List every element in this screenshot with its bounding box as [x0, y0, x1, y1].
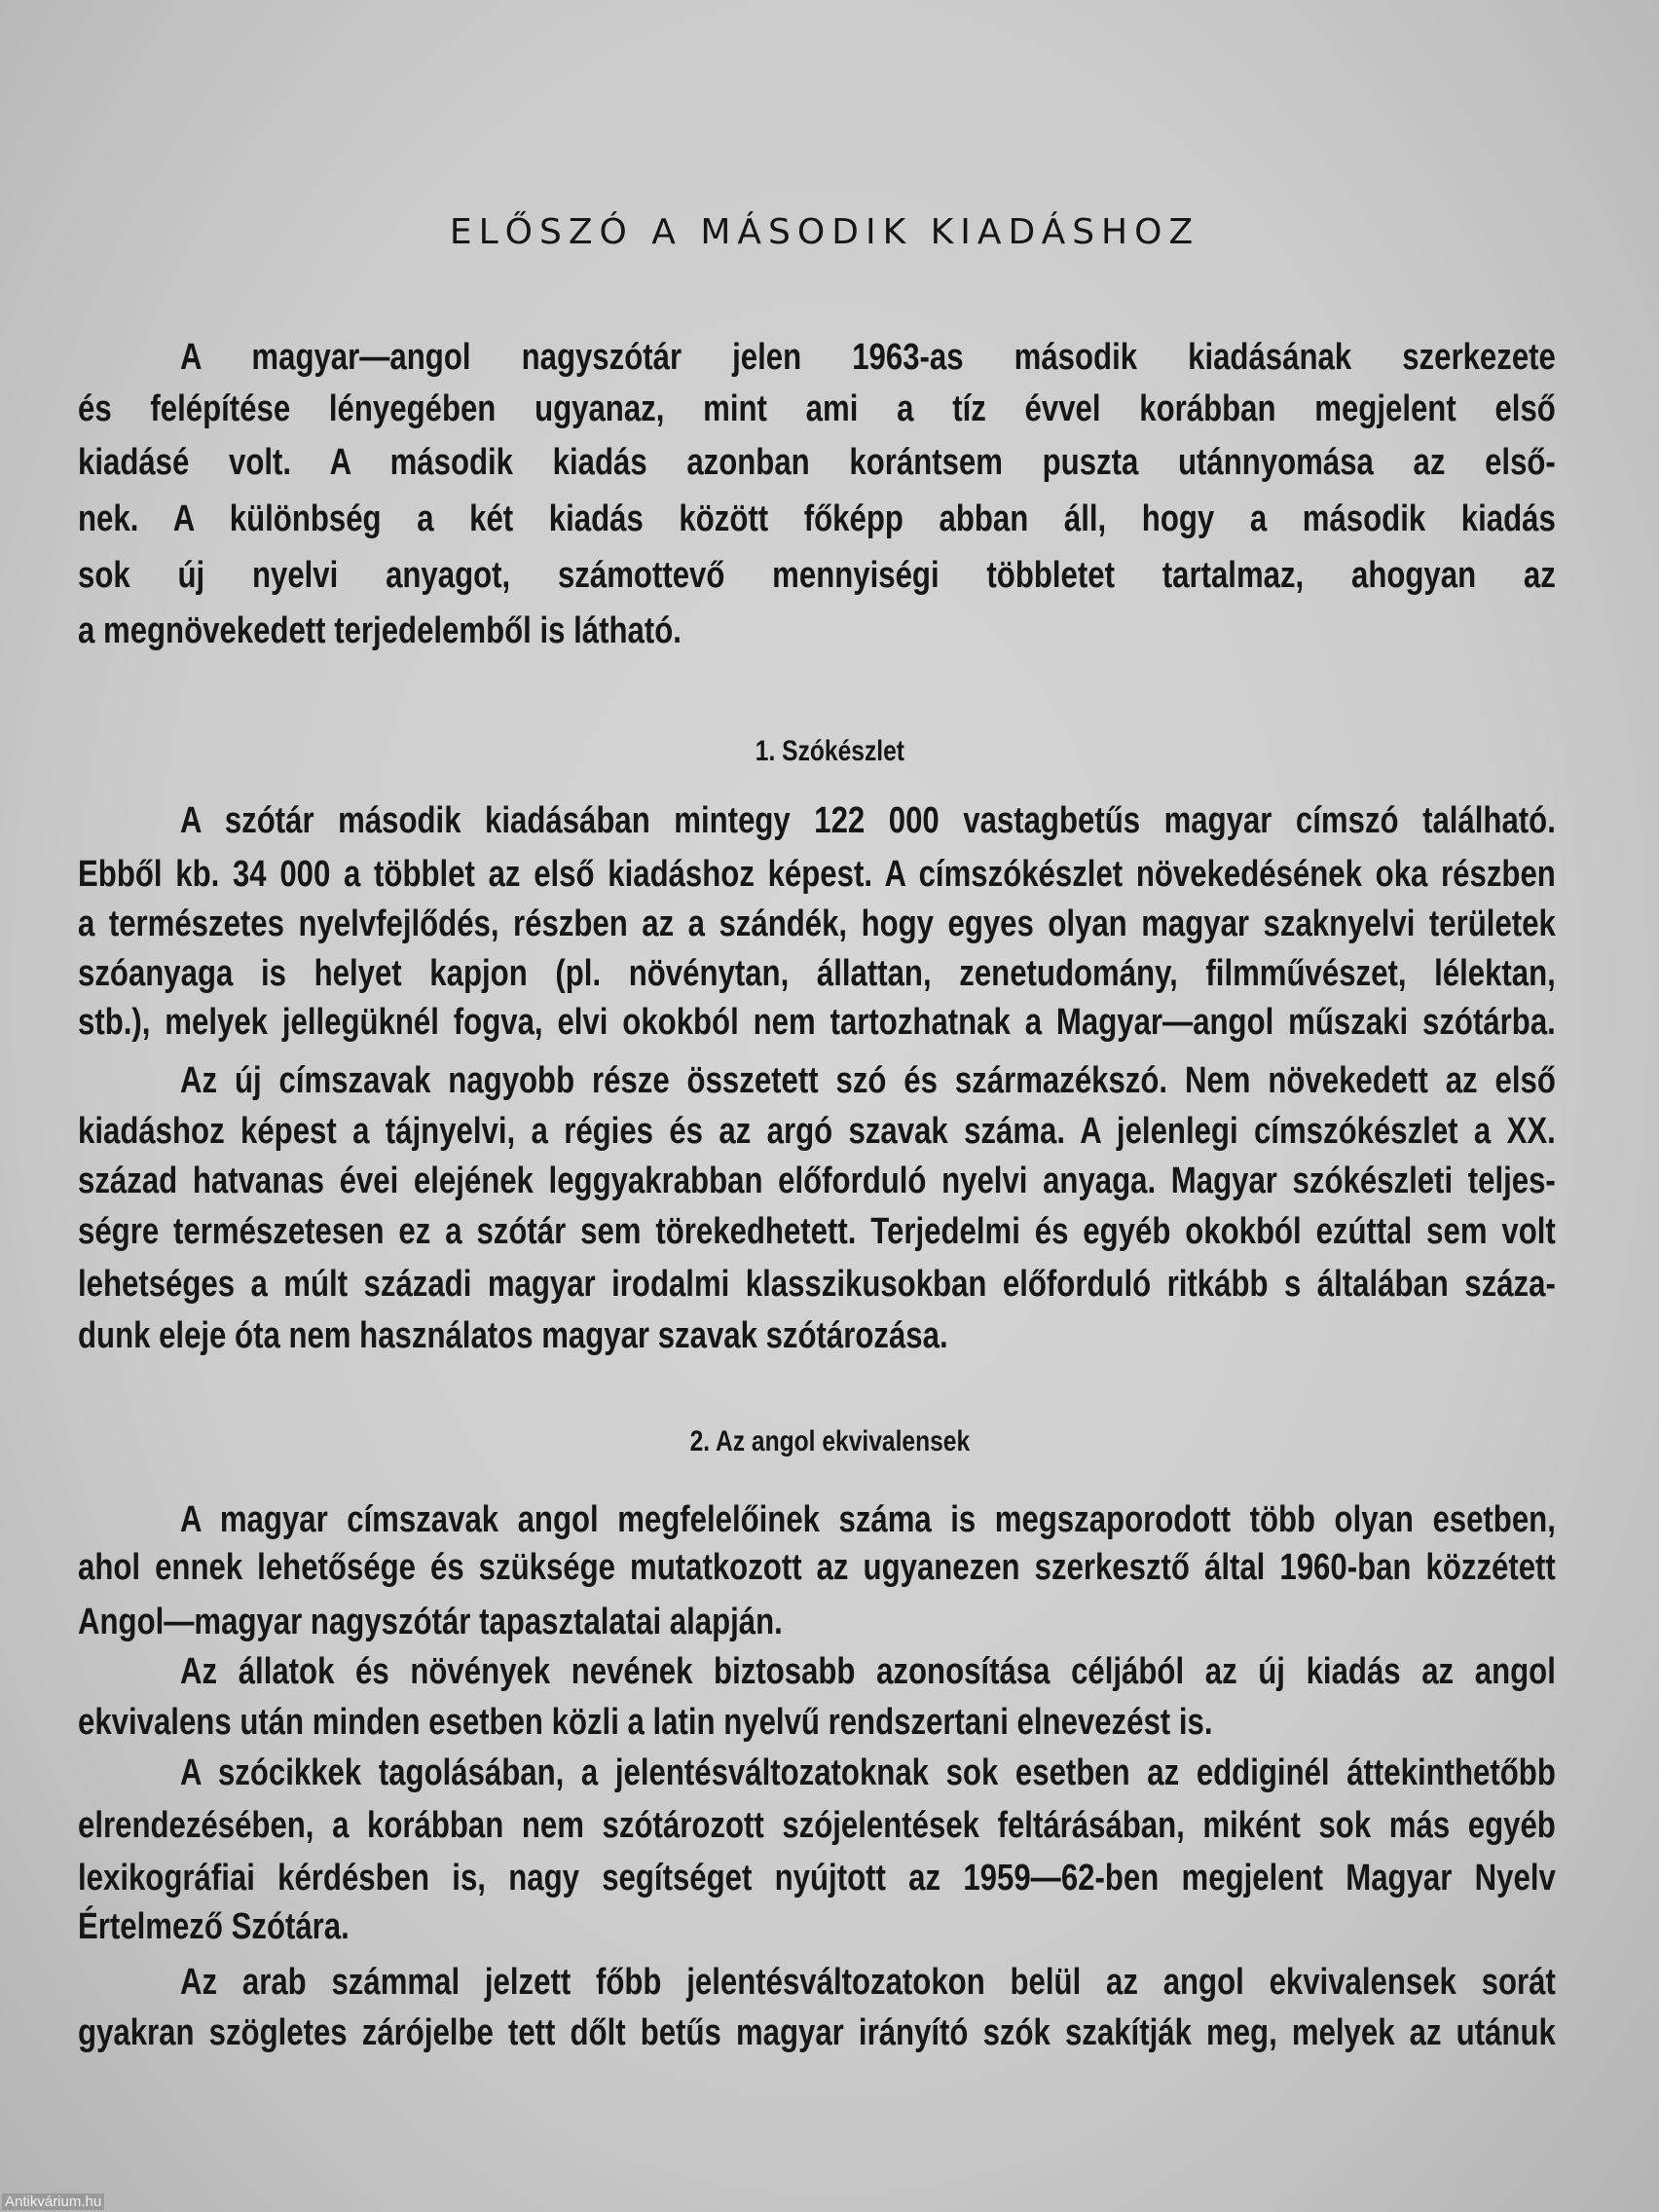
text-line: ahol ennek lehetősége és szüksége mutatkozott az ugyanezen szerkesztő által 1960-ban közzétett: [78, 1547, 1556, 1588]
text-line: kiadáshoz képest a tájnyelvi, a régies és az argó szavak száma. A jelenlegi címszókészlet a XX.: [78, 1111, 1556, 1152]
text-line: ekvivalens után minden esetben közli a latin nyelvű rendszertani elnevezést is.: [78, 1702, 1213, 1743]
section-heading-text: 2. Az angol ekvivalensek: [689, 1425, 970, 1457]
text-line: A magyar—angol nagyszótár jelen 1963-as második kiadásának szerkezete: [180, 337, 1556, 378]
text-line: Angol—magyar nagyszótár tapasztalatai alapján.: [78, 1602, 783, 1642]
text-line: elrendezésében, a korábban nem szótározott szójelentések feltárásában, miként sok más egyéb: [78, 1805, 1556, 1846]
text-line: Értelmező Szótára.: [78, 1906, 350, 1947]
text-line: ségre természetesen ez a szótár sem törekedhetett. Terjedelmi és egyéb okokból ezúttal sem volt: [78, 1211, 1556, 1252]
text-line: A magyar címszavak angol megfelelőinek száma is megszaporodott több olyan esetben,: [180, 1499, 1556, 1540]
text-line: század hatvanas évei elejének leggyakrabban előforduló nyelvi anyaga. Magyar szókészleti teljes-: [78, 1161, 1556, 1201]
text-line: Az új címszavak nagyobb része összetett szó és származékszó. Nem növekedett az első: [180, 1060, 1556, 1101]
text-line: gyakran szögletes zárójelbe tett dőlt betűs magyar irányító szók szakítják meg, melyek az utánuk: [78, 2012, 1556, 2053]
watermark: Antikvárium.hu: [2, 2194, 104, 2210]
section-heading: [0, 1420, 1659, 1463]
text-line: lexikográfiai kérdésben is, nagy segítséget nyújtott az 1959—62-ben megjelent Magyar Nyelv: [78, 1858, 1556, 1899]
text-line: a megnövekedett terjedelemből is látható.: [78, 610, 682, 651]
text-line: kiadásé volt. A második kiadás azonban korántsem puszta utánnyomása az első-: [78, 442, 1556, 483]
text-line: lehetséges a múlt századi magyar irodalmi klasszikusokban előforduló ritkább s általában száza-: [78, 1264, 1556, 1305]
text-line: Ebből kb. 34 000 a többlet az első kiadáshoz képest. A címszókészlet növekedésének oka részben: [78, 854, 1556, 895]
text-line: stb.), melyek jellegüknél fogva, elvi okokból nem tartozhatnak a Magyar—angol műszaki szótárba.: [78, 1002, 1556, 1043]
text-line: A szócikkek tagolásában, a jelentésváltozatoknak sok esetben az eddiginél áttekinthetőbb: [180, 1752, 1556, 1793]
text-line: A szótár második kiadásában mintegy 122 000 vastagbetűs magyar címszó található.: [180, 800, 1556, 841]
text-line: nek. A különbség a két kiadás között főképp abban áll, hogy a második kiadás: [78, 498, 1556, 539]
section-heading-text: 1. Szókészlet: [755, 735, 904, 767]
page-title: ELŐSZÓ A MÁSODIK KIADÁSHOZ: [449, 212, 1200, 252]
text-line: és felépítése lényegében ugyanaz, mint ami a tíz évvel korábban megjelent első: [78, 388, 1556, 429]
section-heading: [0, 730, 1659, 773]
text-line: a természetes nyelvfejlődés, részben az a szándék, hogy egyes olyan magyar szaknyelvi területek: [78, 903, 1556, 944]
text-line: Az arab számmal jelzett főbb jelentésváltozatokon belül az angol ekvivalensek sorát: [180, 1962, 1556, 2003]
text-line: dunk eleje óta nem használatos magyar szavak szótározása.: [78, 1315, 948, 1356]
text-line: Az állatok és növények nevének biztosabb azonosítása céljából az új kiadás az angol: [180, 1651, 1556, 1692]
text-line: sok új nyelvi anyagot, számottevő mennyiségi többletet tartalmaz, ahogyan az: [78, 555, 1556, 596]
text-line: szóanyaga is helyet kapjon (pl. növénytan, állattan, zenetudomány, filmművészet, lélektan,: [78, 953, 1556, 994]
